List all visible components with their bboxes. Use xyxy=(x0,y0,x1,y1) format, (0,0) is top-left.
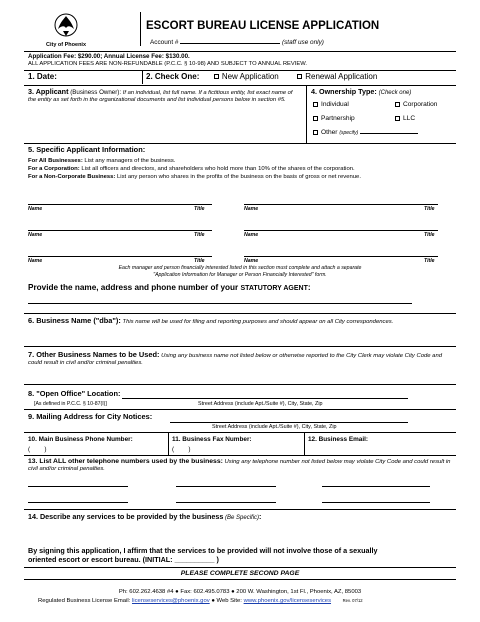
account-label: Account # xyxy=(150,39,179,46)
person-row-3: Name Title Name Title xyxy=(28,248,456,268)
section5-corp: For a Corporation: List all officers and directors, and shareholders who hold more than 10% of the shares of the corporation. xyxy=(28,166,355,172)
other-phone-field-6[interactable] xyxy=(322,502,430,503)
business-name-section: 6. Business Name ("dba"): This name will be used for filing and reporting purposes and should appear on all City correspondences. xyxy=(28,316,394,325)
fees-note: ALL APPLICATION FEES ARE NON-REFUNDABLE (P.C.C. § 10-98) AND SUBJECT TO ANNUAL REVIEW. xyxy=(28,61,307,67)
ownership-partnership[interactable]: Partnership xyxy=(313,115,355,123)
services-label: 14. Describe any services to be provided by the business xyxy=(28,512,224,521)
open-office-label: 8. "Open Office" Location xyxy=(28,389,118,398)
statutory-agent-field[interactable] xyxy=(28,303,412,304)
other-names-section: 7. Other Business Names to be Used: Using any business name not listed below or otherwise reported to the City Clerk may violate City Code and could result in civil and/or criminal penalties. xyxy=(28,350,442,367)
license-email-link[interactable]: licenseservices@phoenix.gov xyxy=(131,598,210,604)
business-name-label: 6. Business Name ("dba"): xyxy=(28,316,121,325)
other-names-label: 7. Other Business Names to be Used: xyxy=(28,350,160,359)
person-right-line[interactable] xyxy=(244,256,438,257)
section5-note-1: Each manager and person financially interested listed in this section must complete and attach a separate xyxy=(118,265,362,271)
ownership-other[interactable]: Other (specify) xyxy=(313,129,418,137)
ownership-corporation[interactable]: Corporation xyxy=(395,101,437,109)
other-specify-field[interactable] xyxy=(360,129,418,134)
other-checkbox[interactable] xyxy=(313,130,318,135)
other-phones-label: 13. List ALL other telephone numbers used by the business: xyxy=(28,458,223,465)
phoenix-bird-icon xyxy=(36,12,96,40)
applicant-label: 3. Applicant xyxy=(28,87,69,96)
open-office-field[interactable] xyxy=(122,398,408,399)
fax-label: 11. Business Fax Number: xyxy=(172,436,252,443)
date-field[interactable] xyxy=(62,72,140,82)
affirmation-line-2: oriented escort or escort bureau. (INITIAL: __________ ) xyxy=(28,555,219,564)
statutory-agent-prompt: Provide the name, address and phone number of your STATUTORY AGENT: xyxy=(28,283,311,292)
logo-text: City of Phoenix xyxy=(45,42,87,49)
section5-all: For All Businesses: List any managers of the business. xyxy=(28,158,176,164)
services-prompt: 14. Describe any services to be provided by the business (Be Specific): xyxy=(28,512,262,521)
account-row xyxy=(150,38,324,47)
applicant-field[interactable] xyxy=(28,116,302,142)
person-right-line[interactable] xyxy=(244,230,438,231)
other-phone-field-3[interactable] xyxy=(322,486,430,487)
new-application-checkbox[interactable] xyxy=(214,74,219,79)
website-link[interactable]: www.phoenix.gov/licenseservices xyxy=(243,598,332,604)
llc-checkbox[interactable] xyxy=(395,116,400,121)
email-label: 12. Business Email: xyxy=(308,436,369,443)
account-field[interactable] xyxy=(180,38,280,44)
complete-second-page: PLEASE COMPLETE SECOND PAGE xyxy=(180,570,300,577)
business-email-field[interactable] xyxy=(308,445,452,454)
footer-contact-1: Ph: 602.262.4638 #4 ● Fax: 602.495.0783 ● 200 W. Washington, 1st Fl., Phoenix, AZ, 85003 xyxy=(118,589,362,595)
other-phone-field-2[interactable] xyxy=(176,486,276,487)
other-phone-field-5[interactable] xyxy=(176,502,276,503)
other-phones-section: 13. List ALL other telephone numbers used by the business: Using any telephone number not listed below may violate City Code and could result in civil and/or criminal penalties. xyxy=(28,458,451,473)
page-title: ESCORT BUREAU LICENSE APPLICATION xyxy=(146,20,380,32)
person-row-1: Name Title Name Title xyxy=(28,196,456,216)
section5-note-2: "Application Information for Manager or Person Financially Interested" form. xyxy=(153,272,327,278)
other-names-field[interactable] xyxy=(28,366,452,380)
ownership-individual[interactable]: Individual xyxy=(313,101,349,109)
revision-date: Rev. 07/12 xyxy=(342,598,363,603)
date-label: 1. Date: xyxy=(28,72,57,81)
staff-use-note: (staff use only) xyxy=(281,39,324,46)
ownership-section: 4. Ownership Type: (Check one) Individual Corporation Partnership LLC Other (specify) xyxy=(311,87,438,137)
open-office-street-hint: Street Address (include Apt./Suite #), City, State, Zip xyxy=(198,401,323,407)
check-one-label: 2. Check One: xyxy=(146,72,200,81)
ownership-llc[interactable]: LLC xyxy=(395,115,415,123)
main-phone-field[interactable]: ( ) xyxy=(28,446,47,453)
footer-contact-2: Regulated Business License Email: licenseservices@phoenix.gov ● Web Site: www.phoenix.gov/licenseservices Rev. 07/12 xyxy=(38,598,363,604)
person-row-2: Name Title Name Title xyxy=(28,222,456,242)
affirmation-line-1: By signing this application, I affirm that the services to be provided will not involve those of a sexually xyxy=(28,546,378,555)
partnership-checkbox[interactable] xyxy=(313,116,318,121)
renewal-application-label: Renewal Application xyxy=(305,72,378,81)
applicant-section: 3. Applicant (Business Owner): If an individual, list full name. If a fictitious entity, list exact name of the entity as set forth in the organizational documents and list individual persons below in section #5. xyxy=(28,87,293,103)
ownership-label: 4. Ownership Type: xyxy=(311,87,377,96)
main-phone-label: 10. Main Business Phone Number: xyxy=(28,436,133,443)
person-left-line[interactable] xyxy=(28,256,212,257)
open-office-pcc: [As defined in P.C.C. § 10-87(I)] xyxy=(34,401,107,407)
fax-field[interactable]: ( ) xyxy=(172,446,191,453)
section5-noncorp: For a Non-Corporate Business: List any person who shares in the profits of the business on the basis of gross or net revenue. xyxy=(28,174,361,180)
mailing-address-label: 9. Mailing Address for City Notices: xyxy=(28,412,153,421)
services-field[interactable] xyxy=(28,524,452,542)
mailing-address-field[interactable] xyxy=(170,422,408,423)
other-phone-field-1[interactable] xyxy=(28,486,128,487)
other-phone-field-4[interactable] xyxy=(28,502,128,503)
mailing-street-hint: Street Address (include Apt./Suite #), City, State, Zip xyxy=(212,424,337,430)
person-left-line[interactable] xyxy=(28,204,212,205)
person-right-line[interactable] xyxy=(244,204,438,205)
new-application-label: New Application xyxy=(221,72,279,81)
renewal-application-checkbox[interactable] xyxy=(297,74,302,79)
person-left-line[interactable] xyxy=(28,230,212,231)
fees-line: Application Fee: $290.00; Annual License Fee: $130.00. xyxy=(28,53,190,60)
business-name-field[interactable] xyxy=(28,334,452,344)
specific-applicant-label: 5. Specific Applicant Information: xyxy=(28,145,146,154)
applicant-instructions: If an individual, list full name. If a fictitious entity, list exact name of the entity as set forth in the organizational documents and list individual persons below in section #5. xyxy=(28,90,293,103)
corporation-checkbox[interactable] xyxy=(395,102,400,107)
city-logo xyxy=(36,12,96,48)
check-one-row xyxy=(146,72,377,81)
individual-checkbox[interactable] xyxy=(313,102,318,107)
open-office-row: 8. "Open Office" Location: xyxy=(28,389,121,398)
